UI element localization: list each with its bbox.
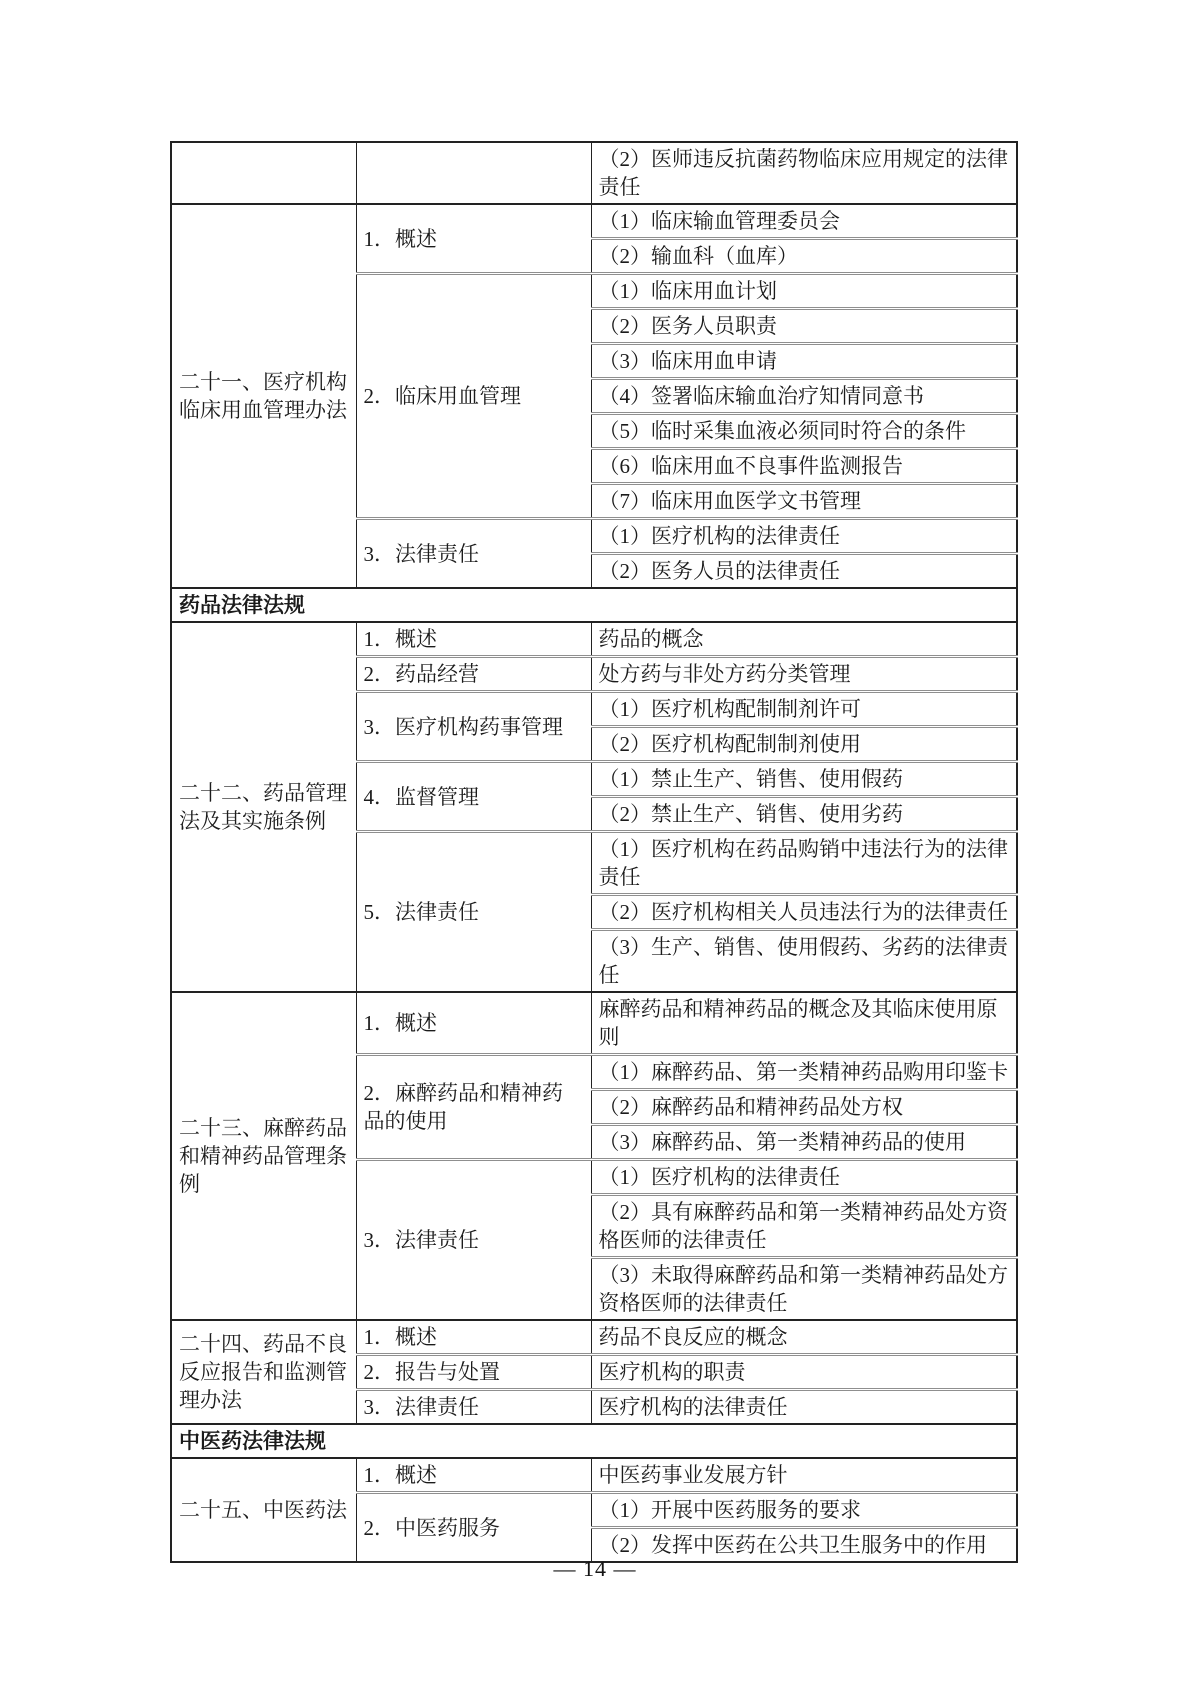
item-cell: （2）医疗机构配制制剂使用 <box>591 727 1017 762</box>
item-cell: （1）医疗机构的法律责任 <box>591 519 1017 554</box>
item-cell: （1）医疗机构配制制剂许可 <box>591 692 1017 727</box>
item-cell: （3）麻醉药品、第一类精神药品的使用 <box>591 1125 1017 1160</box>
subsection-cell: 1．概述 <box>356 1458 591 1493</box>
item-cell: （1）医疗机构在药品购销中违法行为的法律责任 <box>591 832 1017 895</box>
table-row <box>171 1458 1017 1493</box>
item-cell: （3）未取得麻醉药品和第一类精神药品处方资格医师的法律责任 <box>591 1258 1017 1321</box>
item-cell: （3）生产、销售、使用假药、劣药的法律责任 <box>591 930 1017 993</box>
item-cell: 药品的概念 <box>591 622 1017 657</box>
chapter-cell: 二十一、医疗机构临床用血管理办法 <box>171 204 356 588</box>
subsection-cell: 1．概述 <box>356 992 591 1055</box>
subsection-cell: 1．概述 <box>356 1320 591 1355</box>
group-header-cell: 药品法律法规 <box>171 588 1017 622</box>
item-cell: 麻醉药品和精神药品的概念及其临床使用原则 <box>591 992 1017 1055</box>
syllabus-table <box>170 141 1018 1563</box>
item-cell: （1）临床用血计划 <box>591 274 1017 309</box>
chapter-cell: 二十四、药品不良反应报告和监测管理办法 <box>171 1320 356 1424</box>
item-cell: （2）医务人员的法律责任 <box>591 554 1017 589</box>
table-row <box>171 622 1017 657</box>
item-cell: （1）临床输血管理委员会 <box>591 204 1017 239</box>
item-cell: 中医药事业发展方针 <box>591 1458 1017 1493</box>
table-row <box>171 992 1017 1055</box>
chapter-cell: 二十三、麻醉药品和精神药品管理条例 <box>171 992 356 1320</box>
item-cell: （7）临床用血医学文书管理 <box>591 484 1017 519</box>
subsection-cell: 3．法律责任 <box>356 1160 591 1321</box>
group-header-row <box>171 588 1017 622</box>
syllabus-table-body <box>171 142 1017 1562</box>
item-cell: 医疗机构的职责 <box>591 1355 1017 1390</box>
item-cell: （2）具有麻醉药品和第一类精神药品处方资格医师的法律责任 <box>591 1195 1017 1258</box>
item-cell: （2）医师违反抗菌药物临床应用规定的法律责任 <box>591 142 1017 204</box>
item-cell: （1）禁止生产、销售、使用假药 <box>591 762 1017 797</box>
subsection-cell: 3．医疗机构药事管理 <box>356 692 591 762</box>
item-cell: 药品不良反应的概念 <box>591 1320 1017 1355</box>
subsection-cell: 3．法律责任 <box>356 519 591 589</box>
subsection-cell: 2．麻醉药品和精神药品的使用 <box>356 1055 591 1160</box>
subsection-cell: 1．概述 <box>356 622 591 657</box>
item-cell: （2）发挥中医药在公共卫生服务中的作用 <box>591 1528 1017 1563</box>
subsection-cell: 2．药品经营 <box>356 657 591 692</box>
table-row <box>171 142 1017 204</box>
table-row <box>171 1320 1017 1355</box>
item-cell: （2）医疗机构相关人员违法行为的法律责任 <box>591 895 1017 930</box>
chapter-cell: 二十五、中医药法 <box>171 1458 356 1562</box>
subsection-cell <box>356 142 591 204</box>
chapter-cell: 二十二、药品管理法及其实施条例 <box>171 622 356 992</box>
item-cell: （1）医疗机构的法律责任 <box>591 1160 1017 1195</box>
item-cell: （5）临时采集血液必须同时符合的条件 <box>591 414 1017 449</box>
item-cell: （2）医务人员职责 <box>591 309 1017 344</box>
subsection-cell: 2．报告与处置 <box>356 1355 591 1390</box>
subsection-cell: 3．法律责任 <box>356 1390 591 1425</box>
group-header-cell: 中医药法律法规 <box>171 1424 1017 1458</box>
subsection-cell: 5．法律责任 <box>356 832 591 993</box>
item-cell: （6）临床用血不良事件监测报告 <box>591 449 1017 484</box>
item-cell: 处方药与非处方药分类管理 <box>591 657 1017 692</box>
group-header-row <box>171 1424 1017 1458</box>
item-cell: （1）麻醉药品、第一类精神药品购用印鉴卡 <box>591 1055 1017 1090</box>
item-cell: （1）开展中医药服务的要求 <box>591 1493 1017 1528</box>
table-row <box>171 204 1017 239</box>
item-cell: （2）麻醉药品和精神药品处方权 <box>591 1090 1017 1125</box>
subsection-cell: 1．概述 <box>356 204 591 274</box>
item-cell: （2）输血科（血库） <box>591 239 1017 274</box>
subsection-cell: 2．中医药服务 <box>356 1493 591 1563</box>
item-cell: （3）临床用血申请 <box>591 344 1017 379</box>
subsection-cell: 4．监督管理 <box>356 762 591 832</box>
chapter-cell <box>171 142 356 204</box>
page-number: — 14 — <box>553 1556 637 1581</box>
subsection-cell: 2．临床用血管理 <box>356 274 591 519</box>
item-cell: （2）禁止生产、销售、使用劣药 <box>591 797 1017 832</box>
item-cell: （4）签署临床输血治疗知情同意书 <box>591 379 1017 414</box>
item-cell: 医疗机构的法律责任 <box>591 1390 1017 1425</box>
